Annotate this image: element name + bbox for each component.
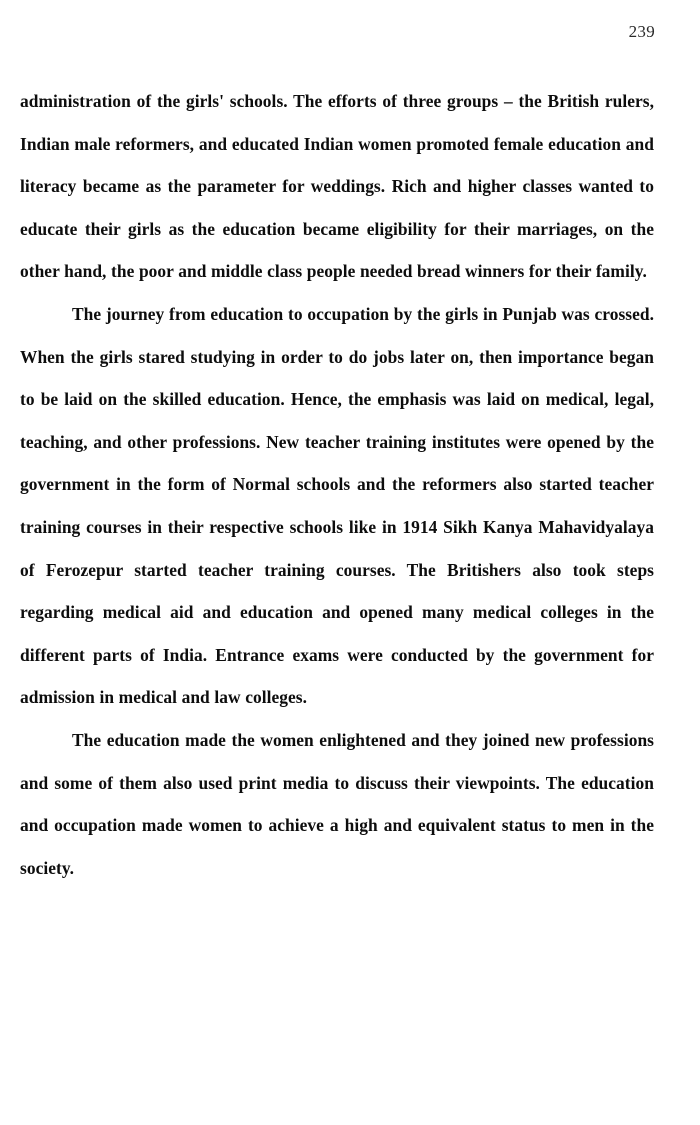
paragraph: The education made the women enlightened and they joined new professions and some of them also used print media to discuss their viewpoints. The education and occupation made women to achieve a high and equivalent status to men in the society. xyxy=(20,729,654,878)
paragraph: The journey from education to occupation by the girls in Punjab was crossed. When the girls stared studying in order to do jobs later on, then importance began to be laid on the skilled education. Hence, the emphasis was laid on medical, legal, teaching, and other professions. New teacher training institutes were opened by the government in the form of Normal schools and the reformers also started teacher training courses in their respective schools like in 1914 Sikh Kanya Mahavidyalaya of Ferozepur started teacher training courses. The Britishers also took steps regarding medical aid and education and opened many medical colleges in the different parts of India. Entrance exams were conducted by the government for admission in medical and law colleges. xyxy=(20,303,654,708)
paragraph: administration of the girls' schools. The efforts of three groups – the British rulers, Indian male reformers, and educated Indian women promoted female education and literacy became as the parameter for weddings. Rich and higher classes wanted to educate their girls as the education became eligibility for their marriages, on the other hand, the poor and middle class people needed bread winners for their family. xyxy=(20,91,654,282)
page-number: 239 xyxy=(628,22,655,41)
body-text-block xyxy=(20,80,654,889)
